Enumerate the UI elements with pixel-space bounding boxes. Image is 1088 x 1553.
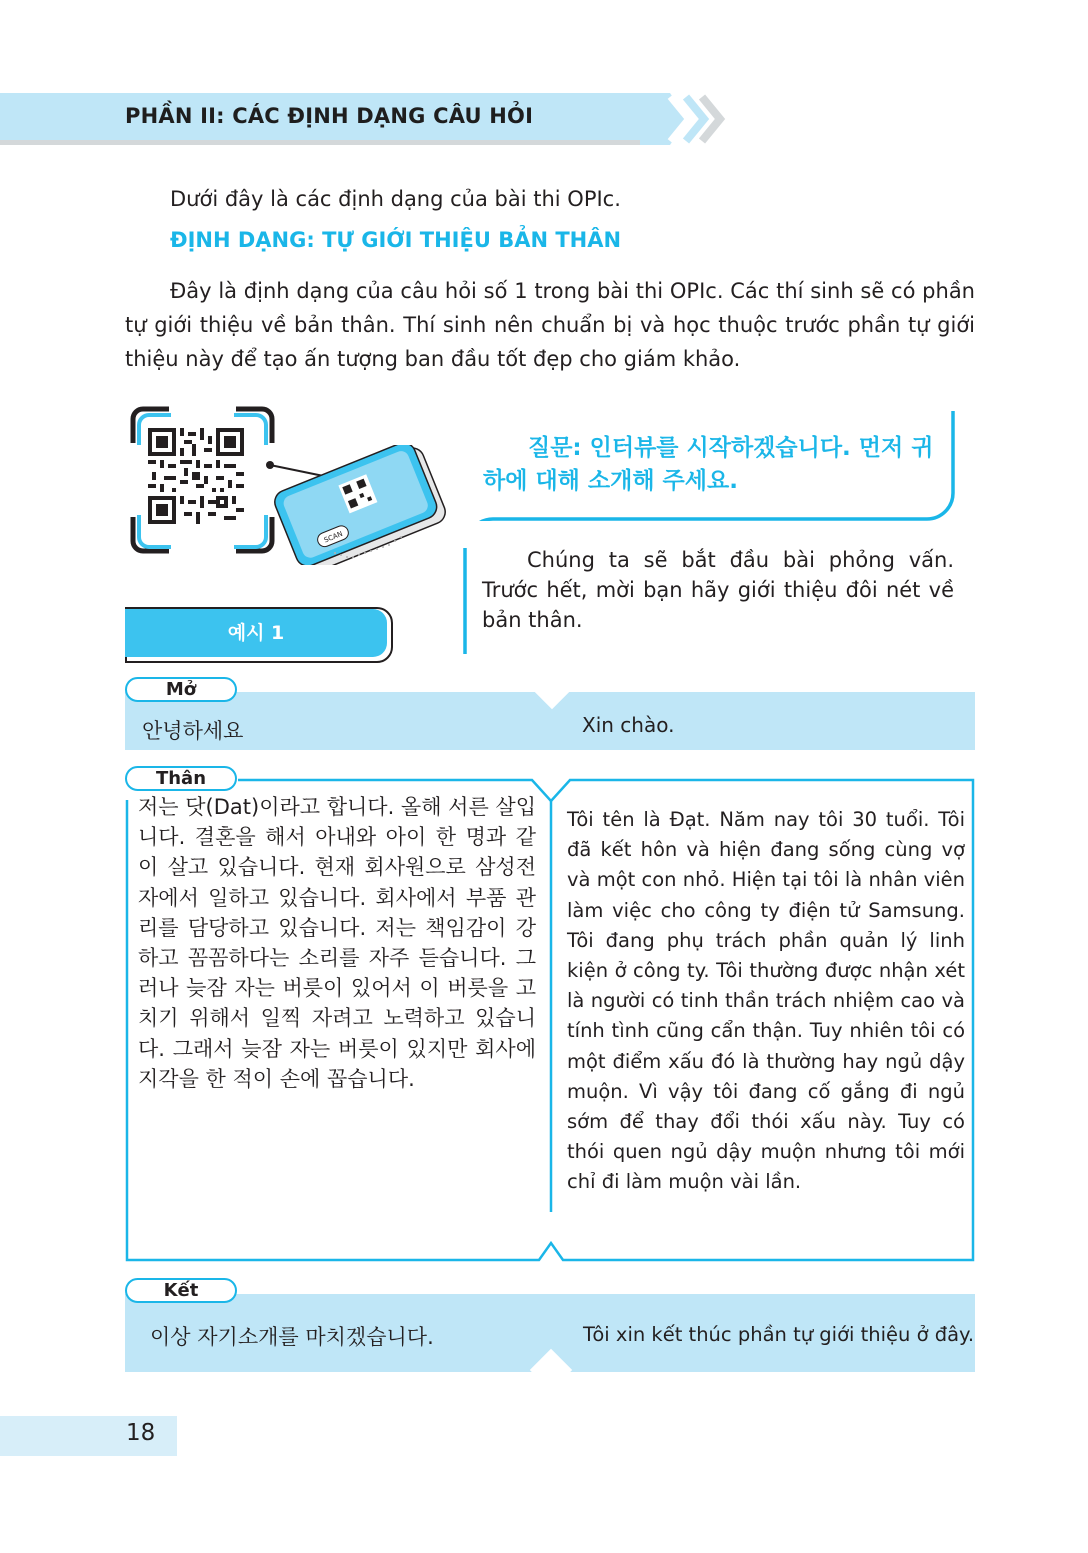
example-label: 예시 1 — [227, 622, 285, 644]
chevrons-icon — [640, 93, 730, 145]
than-label: Thân — [125, 766, 237, 791]
ket-label: Kết — [125, 1278, 237, 1303]
mo-korean: 안녕하세요 — [142, 719, 244, 743]
ket-vietnamese: Tôi xin kết thúc phần tự giới thiệu ở đây. — [583, 1323, 975, 1346]
scan-label: SCAN — [322, 529, 344, 545]
than-korean: 저는 닷(Dat)이라고 합니다. 올해 서른 살입니다. 결혼을 해서 아내와 아이 한 명과 같이 살고 있습니다. 현재 회사원으로 삼성전자에서 일하고 있습니다. 회사에서 부품 관리를 담당하고 있습니다. 저는 책임감이 강하고 꼼꼼하다는 소리를 자주 듣습니다. 그러나 늦잠 자는 버릇이 있어서 이 버릇을 고치기 위해서 일찍 자려고 노력하고 있습니다. 그래서 늦잠 자는 버릇이 있지만 회사에 지각을 한 적이 손에 꼽습니다. — [138, 795, 536, 1091]
phone-scan-icon — [265, 445, 450, 565]
intro-text: Dưới đây là các định dạng của bài thi OPIc. — [170, 187, 621, 211]
question-korean: 질문: 인터뷰를 시작하겠습니다. 먼저 귀하에 대해 소개해 주세요. — [483, 435, 934, 494]
page-number: 18 — [126, 1420, 156, 1446]
question-vietnamese: Chúng ta sẽ bắt đầu bài phỏng vấn. Trước hết, mời bạn hãy giới thiệu đôi nét về bản thân. — [482, 548, 954, 632]
format-description: Đây là định dạng của câu hỏi số 1 trong bài thi OPIc. Các thí sinh sẽ có phần tự giới thiệu về bản thân. Thí sinh nên chuẩn bị và học thuộc trước phần tự giới thiệu này để tạo ấn tượng ban đầu tốt đẹp cho giám khảo. — [125, 279, 975, 371]
page-section-title: PHẦN II: CÁC ĐỊNH DẠNG CÂU HỎI — [125, 104, 534, 128]
ket-korean: 이상 자기소개를 마치겠습니다. — [150, 1325, 434, 1349]
mo-label: Mở — [125, 677, 237, 702]
format-title: ĐỊNH DẠNG: TỰ GIỚI THIỆU BẢN THÂN — [170, 228, 622, 252]
mo-vietnamese: Xin chào. — [582, 713, 675, 737]
than-vietnamese: Tôi tên là Đạt. Năm nay tôi 30 tuổi. Tôi đã kết hôn và hiện đang sống cùng vợ và một con nhỏ. Hiện tại tôi là nhân viên làm việc cho công ty điện tử Samsung. Tôi đang phụ trách phần quản lý linh kiện ở công ty. Tôi thường được nhận xét là người có tinh thần trách nhiệm cao và tính tình cũng cẩn thận. Tuy nhiên tôi có một điểm xấu đó là thường hay ngủ dậy muộn. Vì vậy tôi đang cố gắng đi ngủ sớm để thay đổi thói xấu này. Tuy có thói quen ngủ dậy muộn nhưng tôi mới chỉ đi làm muộn vài lần. — [567, 808, 965, 1194]
header-shadow — [0, 140, 660, 145]
qr-code-icon — [148, 428, 244, 524]
